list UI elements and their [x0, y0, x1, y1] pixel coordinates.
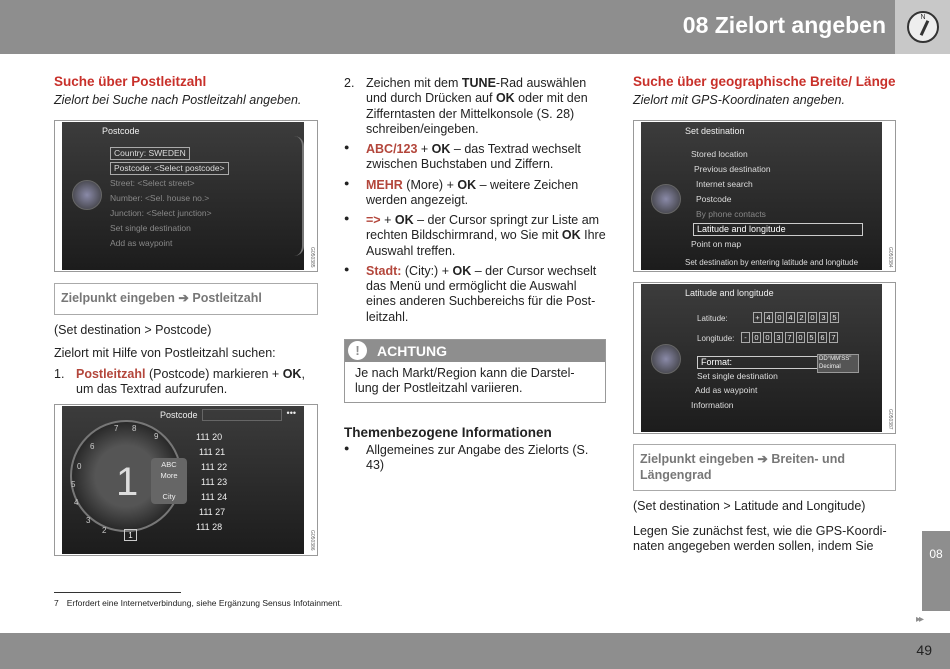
digit-cell: 7 — [829, 332, 838, 343]
digit-cell: 2 — [797, 312, 806, 323]
screenshot-lat-long — [633, 282, 896, 434]
postcode-input — [202, 409, 282, 421]
scroll-arc — [294, 136, 304, 256]
digit-cell: 0 — [796, 332, 805, 343]
digit-cell: 5 — [807, 332, 816, 343]
related-info-item: ● Allgemeines zur Angabe des Zielorts (S. 43) — [344, 443, 606, 474]
latitude-digits — [753, 312, 839, 323]
column-2 — [344, 74, 606, 473]
bullet-more — [344, 178, 606, 209]
knob-icon — [651, 344, 681, 374]
ok-keyword: OK — [561, 228, 581, 243]
bullet-text: – das Textrad wechselt zwischen Buchstaben und Ziffern. — [366, 142, 581, 172]
menu-row: Add as waypoint — [695, 385, 758, 396]
ok-keyword: OK — [394, 213, 414, 227]
menu-row: Postcode — [696, 194, 732, 205]
arrow-right-icon: ➔ — [757, 452, 768, 467]
bullet-city — [344, 264, 606, 325]
screen-title: Postcode — [102, 126, 140, 137]
wheel-menu-item: More — [160, 470, 178, 480]
wheel-menu-item: City — [162, 491, 176, 501]
ok-keyword: OK — [457, 177, 477, 192]
ok-keyword: OK — [282, 367, 302, 382]
menu-row: Junction: <Select junction> — [110, 208, 212, 219]
bullet-text: – weitere Zeichen werden angezeigt. — [366, 177, 579, 207]
digit-cell: 3 — [774, 332, 783, 343]
image-code: G050385 — [309, 246, 315, 268]
wheel-menu-item: ABC — [161, 459, 177, 469]
longitude-digits — [741, 332, 838, 343]
chapter-title: 08 Zielort angeben — [682, 12, 886, 38]
latitude-label: Latitude: — [697, 314, 728, 324]
arrow-right-icon: ➔ — [178, 291, 189, 306]
chapter-tab: 08 — [922, 531, 950, 611]
footnote — [54, 598, 342, 608]
compass-icon: N — [907, 11, 939, 43]
digit-cell: 0 — [752, 332, 761, 343]
header-bar — [0, 0, 950, 54]
section-subtitle: Zielort mit GPS-Koordinaten angeben. — [633, 93, 845, 108]
digit-cell: 0 — [775, 312, 784, 323]
bullet-text: + — [417, 142, 432, 156]
wheel-digit: 0 — [77, 461, 82, 471]
menu-row: Set single destination — [110, 223, 191, 234]
bullet-text: – der Cursor springt zur Liste am rechten Bildschirmrand, wo Sie mit — [366, 213, 600, 243]
menu-row: Country: SWEDEN — [110, 147, 190, 159]
ok-keyword: OK — [431, 142, 451, 156]
intro-text: Zielort mit Hilfe von Postleitzahl suchen: — [54, 345, 276, 360]
column-1 — [54, 74, 318, 556]
body-text: Legen Sie zunächst fest, wie die GPS-Koordi-naten angegeben werden sollen, indem Sie — [633, 524, 887, 554]
bullet-text: (City:) + — [401, 263, 453, 278]
menu-row: Add as waypoint — [110, 238, 173, 249]
step-text: oder mit den Zifferntasten der Mittelkonsole (S. 28) schreiben/eingeben. — [366, 91, 588, 136]
display-screen — [641, 284, 882, 432]
step-text: -Rad auswählen und durch Drücken auf — [366, 76, 587, 106]
step-2 — [344, 76, 606, 137]
postcode-item: 111 20 — [196, 431, 223, 442]
keyword: ABC/123 — [366, 142, 418, 156]
warning-icon: ! — [348, 341, 367, 360]
digit-cell: 4 — [786, 312, 795, 323]
warning-title: ACHTUNG — [377, 342, 447, 359]
digit-cell: 0 — [763, 332, 772, 343]
step-number: 1. — [54, 367, 65, 382]
warning-header — [345, 340, 605, 362]
digit-cell: 4 — [764, 312, 773, 323]
wheel-menu-item — [151, 482, 187, 490]
postcode-item: 111 24 — [201, 491, 228, 502]
postcode-item: 111 21 — [199, 446, 226, 457]
wheel-menu — [151, 458, 187, 504]
menu-path: (Set destination > Postcode) — [54, 322, 212, 337]
digit-cell: 7 — [785, 332, 794, 343]
footnote-rule — [54, 592, 181, 593]
format-dropdown — [817, 354, 859, 373]
more-dots: ••• — [286, 407, 296, 418]
nav-path-box — [633, 444, 896, 491]
image-code: G050384 — [887, 246, 893, 268]
menu-row: Stored location — [691, 149, 748, 160]
step-text: (Postcode) markieren + — [145, 367, 283, 382]
step-text: , um das Textrad aufzurufen. — [76, 367, 305, 397]
bullet-text: – der Cursor wechselt das Menü und ermöglicht die Auswahl eines anderen Suchbereichs für die Post-leitzahl. — [366, 263, 597, 324]
digit-box: 1 — [124, 529, 137, 541]
digit-cell: 0 — [808, 312, 817, 323]
screenshot-text-wheel — [54, 404, 318, 556]
step-text: Zeichen mit dem — [366, 76, 462, 90]
footer-bar — [0, 633, 950, 669]
step-number: 2. — [344, 76, 355, 90]
bullet-text: + — [380, 213, 395, 227]
keyword: => — [366, 213, 381, 227]
menu-row: By phone contacts — [696, 209, 766, 220]
section-subtitle: Zielort bei Suche nach Postleitzahl angeben. — [54, 93, 302, 108]
menu-row: Number: <Sel. house no.> — [110, 193, 210, 204]
format-label: Format: — [701, 357, 733, 368]
wheel-digit: 7 — [114, 423, 119, 433]
related-info-heading: Themenbezogene Informationen — [344, 425, 552, 441]
menu-row: Point on map — [691, 239, 742, 250]
footnote-number: 7 — [54, 598, 59, 608]
screen-footer: Set destination by entering latitude and longitude — [685, 258, 859, 268]
longitude-label: Longitude: — [697, 334, 735, 344]
selected-digit: 1 — [116, 459, 139, 504]
section-heading-postcode: Suche über Postleitzahl — [54, 74, 207, 89]
postcode-item: 111 27 — [199, 506, 226, 517]
tune-keyword: TUNE — [461, 76, 496, 90]
postcode-item: 111 28 — [196, 521, 223, 532]
digit-cell: 3 — [819, 312, 828, 323]
wheel-digit: 6 — [90, 441, 95, 451]
screenshot-set-destination — [633, 120, 896, 272]
display-screen — [62, 406, 304, 554]
knob-icon — [651, 184, 681, 214]
wheel-digit: 5 — [71, 479, 76, 489]
keyword: Stadt: — [366, 263, 402, 278]
wheel-digit: 9 — [154, 431, 159, 441]
nav-to: Postleitzahl — [192, 291, 262, 306]
keyword: MEHR — [366, 177, 403, 192]
postcode-item: 111 23 — [201, 476, 228, 487]
step-1 — [54, 367, 318, 398]
screen-title: Set destination — [685, 126, 745, 137]
screen-title: Latitude and longitude — [685, 288, 774, 299]
screenshot-postcode-menu — [54, 120, 318, 272]
chapter-icon-box — [895, 0, 950, 54]
ok-keyword: OK — [452, 263, 472, 278]
page-number: 49 — [916, 642, 932, 658]
display-screen — [641, 122, 882, 270]
format-option: DD°MM'SS" — [819, 356, 852, 363]
next-page-icon: ▸▸ — [916, 614, 923, 625]
bullet-text: Ihre Auswahl treffen. — [366, 228, 606, 258]
wheel-digit: 4 — [74, 497, 79, 507]
menu-row: Previous destination — [694, 164, 771, 175]
menu-row: Internet search — [696, 179, 753, 190]
knob-icon — [72, 180, 102, 210]
wheel-digit: 8 — [132, 423, 137, 433]
digit-cell: - — [741, 332, 750, 343]
column-3 — [633, 74, 896, 555]
bullet-arrow — [344, 213, 606, 259]
nav-to: Breiten- und Längengrad — [640, 452, 845, 482]
nav-path-box — [54, 283, 318, 314]
nav-from: Zielpunkt eingeben — [640, 452, 754, 467]
warning-box — [344, 339, 606, 404]
display-screen — [62, 122, 304, 270]
postcode-item: 111 22 — [201, 461, 228, 472]
nav-from: Zielpunkt eingeben — [61, 291, 175, 306]
bullet-abc — [344, 142, 606, 173]
warning-text: Je nach Markt/Region kann die Darstel-lung der Postleitzahl variieren. — [355, 365, 575, 395]
footnote-text: Erfordert eine Internetverbindung, siehe Ergänzung Sensus Infotainment. — [66, 598, 343, 608]
screen-title: Postcode — [160, 409, 198, 420]
digit-cell: 5 — [830, 312, 839, 323]
ok-keyword: OK — [495, 91, 515, 106]
menu-row: Street: <Select street> — [110, 178, 195, 189]
image-code: G050387 — [887, 408, 893, 430]
image-code: G050386 — [309, 530, 315, 551]
wheel-digit: 3 — [86, 515, 91, 525]
menu-row: Information — [691, 400, 734, 411]
keyword: Postleitzahl — [76, 367, 146, 382]
digit-cell: + — [753, 312, 762, 323]
format-option: Decimal — [819, 363, 841, 370]
menu-row: Set single destination — [697, 371, 778, 382]
menu-path: (Set destination > Latitude and Longitude) — [633, 498, 866, 513]
wheel-digit: 2 — [102, 525, 107, 535]
menu-row: Postcode: <Select postcode> — [110, 162, 229, 174]
section-heading-coordinates: Suche über geographische Breite/ Länge — [633, 74, 896, 89]
digit-cell: 6 — [818, 332, 827, 343]
menu-row-selected: Latitude and longitude — [693, 223, 863, 236]
bullet-text: (More) + — [402, 177, 458, 192]
